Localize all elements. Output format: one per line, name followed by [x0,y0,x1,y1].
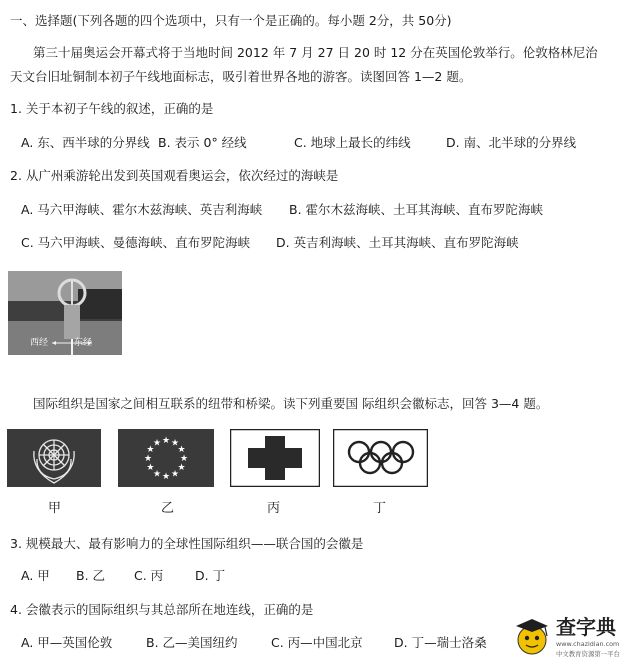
q2-option-a: A. 马六甲海峡、霍尔木兹海峡、英吉利海峡 [21,202,263,217]
greenwich-photo [8,271,122,355]
eu-star-icon: ★ [146,463,155,473]
logo-url: www.chazidian.com [556,640,620,648]
q2-option-c: C. 马六甲海峡、曼德海峡、直布罗陀海峡 [21,235,251,250]
red-cross-icon [230,429,320,487]
eu-stars-icon [118,429,214,487]
q2-option-d: D. 英吉利海峡、土耳其海峡、直布罗陀海峡 [276,235,519,250]
un-emblem-icon [7,429,101,487]
passage1-line2: 天文台旧址铜制本初子午线地面标志，吸引着世界各地的游客。读图回答 1—2 题。 [10,69,472,84]
chazidian-logo [512,606,636,662]
q2-option-b: B. 霍尔木兹海峡、土耳其海峡、直布罗陀海峡 [289,202,544,217]
q3-option-a: A. 甲 [21,568,50,583]
eu-star-icon: ★ [177,445,186,455]
q2-stem: 2. 从广州乘游轮出发到英国观看奥运会，依次经过的海峡是 [10,168,339,183]
q1-option-c: C. 地球上最长的纬线 [294,135,411,150]
eu-star-icon: ★ [146,445,155,455]
eu-star-icon: ★ [152,469,162,480]
eu-star-icon: ★ [161,436,171,446]
passage1-line1: 第三十届奥运会开幕式将于当地时间 2012 年 7 月 27 日 20 时 12 分在英国伦敦举行。伦敦格林尼治 [33,45,598,60]
q4-option-b: B. 乙—美国纽约 [146,635,238,650]
q3-option-c: C. 丙 [134,568,164,583]
q3-option-b: B. 乙 [76,568,106,583]
olympic-rings-icon [333,429,428,487]
eu-star-icon: ★ [179,454,189,464]
eu-star-icon: ★ [177,463,186,473]
logo-brand: 查字典 [556,615,616,639]
eu-star-icon: ★ [170,469,180,480]
graduate-mascot-icon [516,619,548,654]
q3-option-d: D. 丁 [195,568,226,583]
eu-star-icon: ★ [161,472,171,482]
photo-label-east: 东经 [74,338,93,348]
q1-option-b: B. 表示 0° 经线 [158,135,247,150]
eu-star-icon: ★ [143,454,153,464]
q4-option-d: D. 丁—瑞士洛桑 [394,635,487,650]
q4-option-c: C. 丙—中国北京 [271,635,363,650]
q1-option-a: A. 东、西半球的分界线 [21,135,150,150]
logo-slogan: 中文教育资源第一平台 [556,650,620,658]
q1-option-d: D. 南、北半球的分界线 [446,135,577,150]
q1-stem: 1. 关于本初子午线的叙述，正确的是 [10,101,214,116]
emblem-caption-bing: 丙 [267,501,281,516]
photo-label-west: 西经 [29,338,48,348]
passage2: 国际组织是国家之间相互联系的纽带和桥梁。读下列重要国 际组织会徽标志，回答 3—4 题。 [33,396,549,411]
section-title: 一、选择题(下列各题的四个选项中，只有一个是正确的。每小题 2分，共 50分) [10,13,452,28]
q4-stem: 4. 会徽表示的国际组织与其总部所在地连线，正确的是 [10,602,314,617]
emblem-caption-jia: 甲 [48,501,62,516]
eu-star-icon: ★ [170,438,180,449]
q3-stem: 3. 规模最大、最有影响力的全球性国际组织——联合国的会徽是 [10,536,364,551]
q4-option-a: A. 甲—英国伦敦 [21,635,113,650]
emblem-caption-yi: 乙 [161,501,175,516]
emblem-caption-ding: 丁 [373,501,387,516]
eu-star-icon: ★ [152,438,162,449]
